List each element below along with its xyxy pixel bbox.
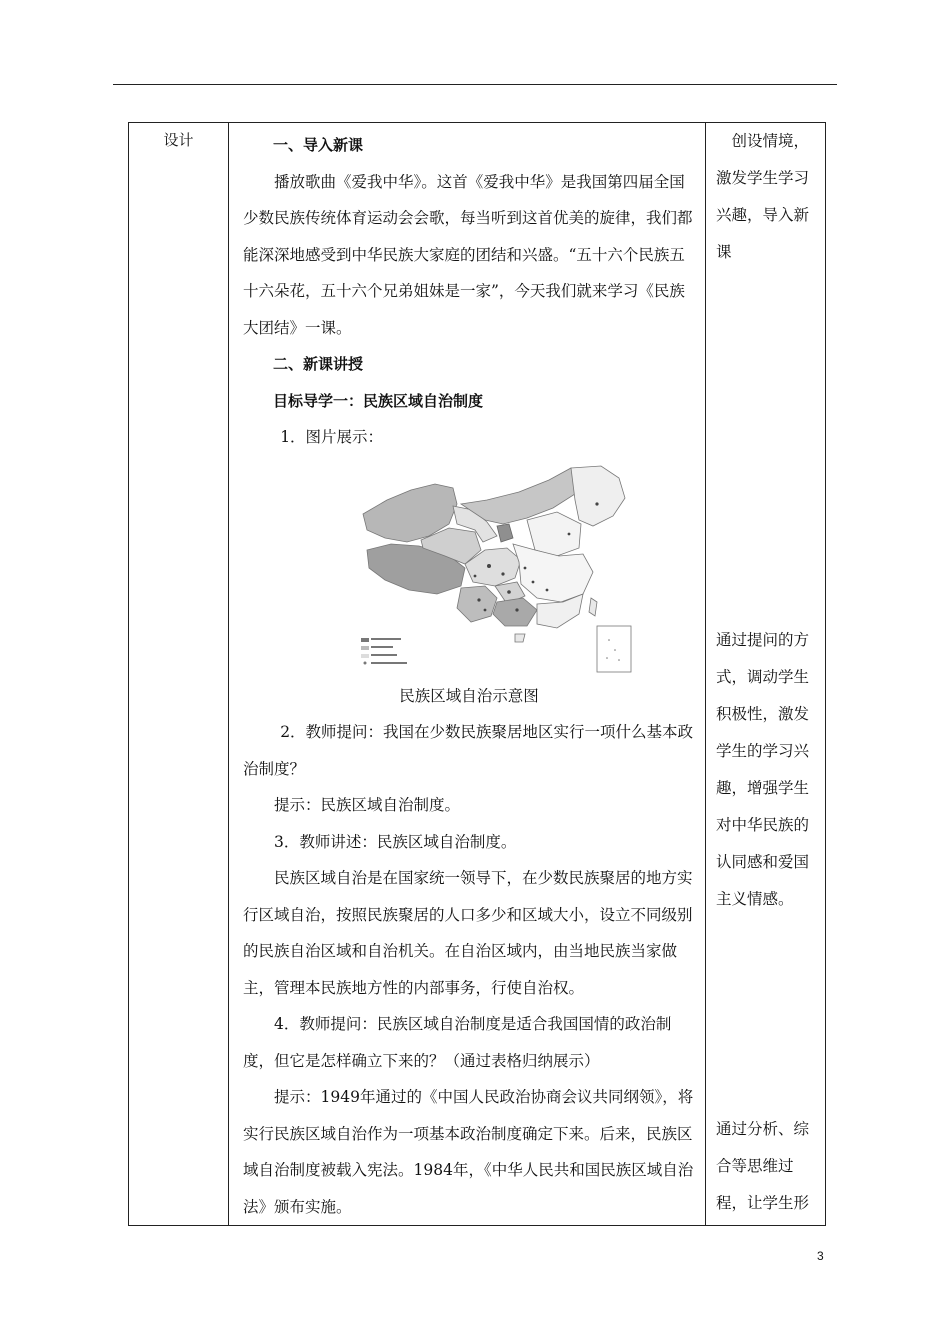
item2-text: 2．教师提问：我国在少数民族聚居地区实行一项什么基本政治制度？ (243, 723, 694, 778)
hint2-text: 提示：民族区域自治制度。 (274, 796, 461, 814)
item3-text: 3．教师讲述：民族区域自治制度。 (274, 832, 517, 851)
side-note-3: 通过分析、综合等思维过程，让学生形 (716, 1120, 810, 1212)
stage-cell (129, 123, 229, 1226)
map-caption: 民族区域自治示意图 (399, 686, 539, 705)
section1-title: 一、导入新课 (273, 136, 364, 154)
content-cell (229, 123, 706, 1226)
hint4-text: 提示：1949年通过的《中国人民政治协商会议共同纲领》，将实行民族区域自治作为一项基本政治制度确定下来。后来，民族区域自治制度被载入宪法。1984年，《中华人民共和国民族区域自治法》颁布实施。 (243, 1088, 694, 1216)
para3-text: 民族区域自治是在国家统一领导下，在少数民族聚居的地方实行区域自治，按照民族聚居的人口多少和区域大小，设立不同级别的民族自治区域和自治机关。在自治区域内，由当地民族当家做主，管理本民族地方性的内部事务，行使自治权。 (243, 869, 693, 997)
map-figure (243, 456, 695, 678)
intro-paragraph: 播放歌曲《爱我中华》。这首《爱我中华》是我国第四届全国少数民族传统体育运动会会歌，每当听到这首优美的旋律，我们都能深深地感受到中华民族大家庭的团结和兴盛。“五十六个民族五十六朵花，五十六个兄弟姐妹是一家”，今天我们就来学习《民族大团结》一课。 (243, 172, 693, 337)
header-rule (113, 84, 837, 85)
notes-cell (706, 123, 826, 1226)
lesson-table (128, 122, 826, 1226)
china-autonomous-regions-map (357, 464, 635, 676)
side-note-2: 通过提问的方式，调动学生积极性，激发学生的学习兴趣，增强学生对中华民族的认同感和爱国主义情感。 (716, 631, 810, 908)
goal1-title: 目标导学一：民族区域自治制度 (273, 391, 484, 410)
side-note-1: 创设情境，激发学生学习兴趣，导入新课 (716, 132, 810, 261)
item4-text: 4．教师提问：民族区域自治制度是适合我国国情的政治制度，但它是怎样确立下来的？（通过表格归纳展示） (243, 1015, 672, 1070)
page-number: 3 (817, 1249, 824, 1263)
item1-text: 1．图片展示： (280, 428, 384, 446)
section2-title: 二、新课讲授 (273, 355, 364, 373)
stage-label: 设计 (163, 131, 194, 149)
